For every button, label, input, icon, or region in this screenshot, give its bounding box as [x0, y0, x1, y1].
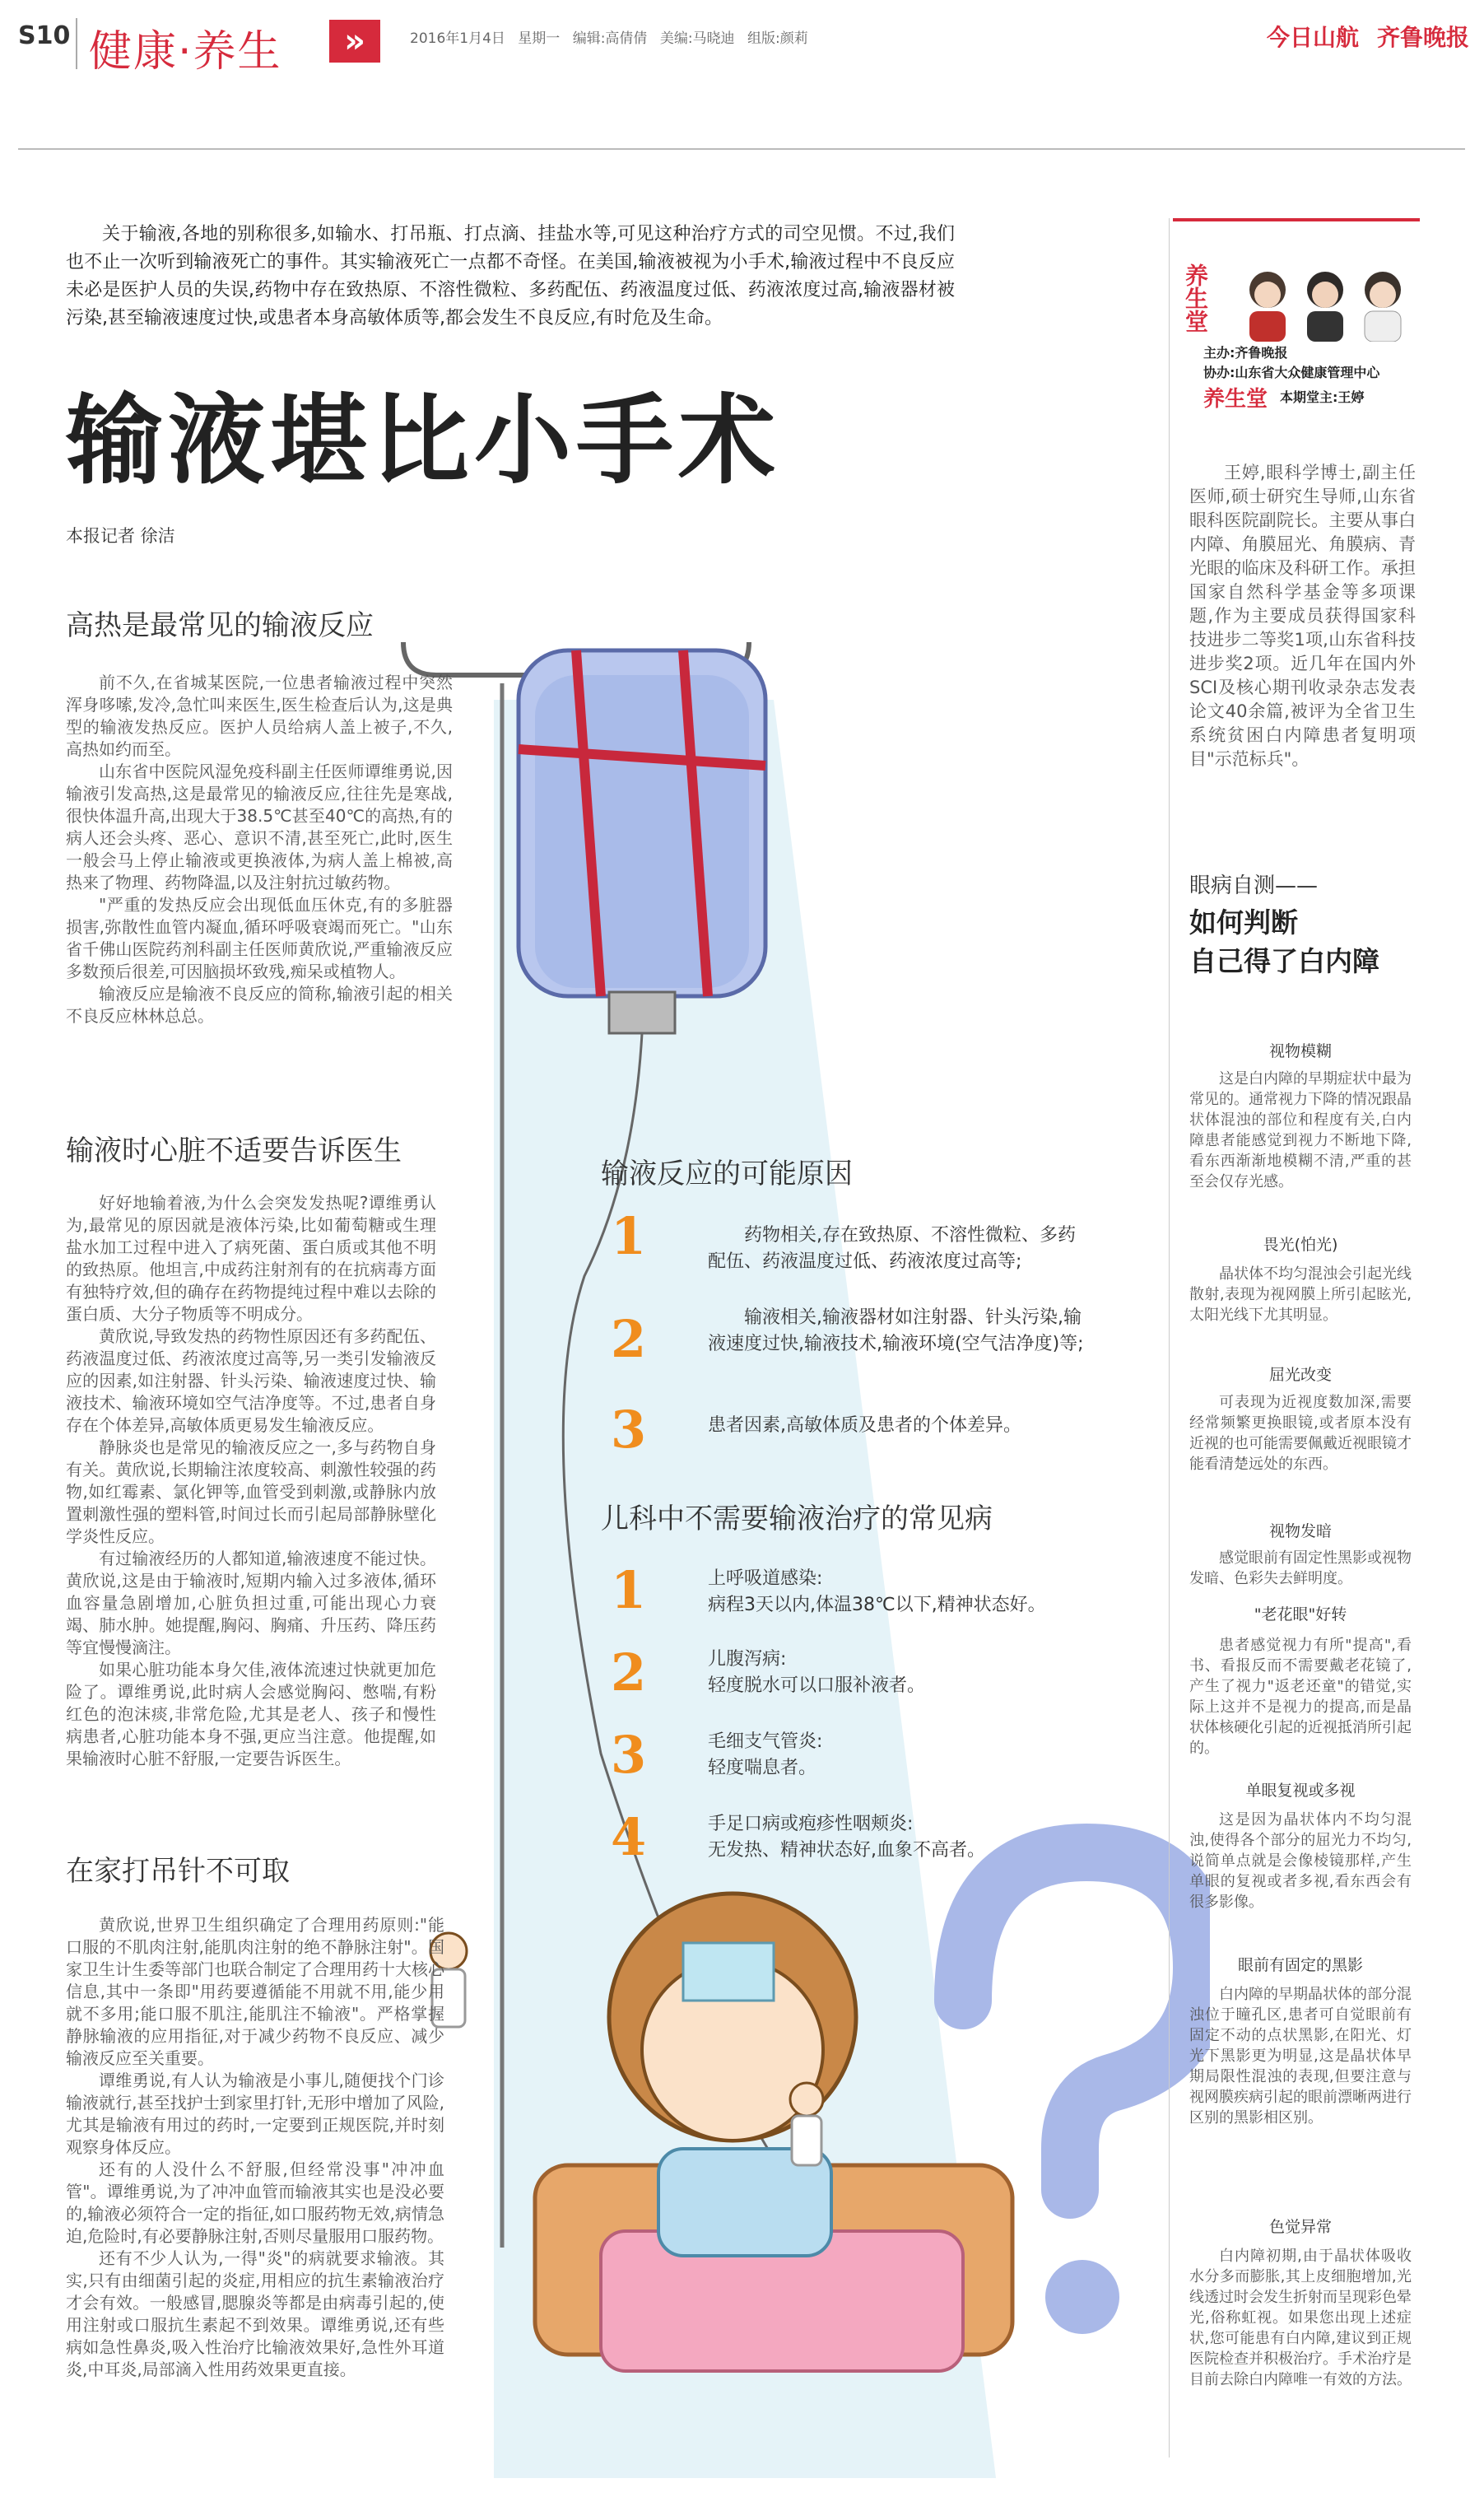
symptom-heading: 屈光改变 [1268, 1366, 1332, 1384]
paragraph: 好好地输着液,为什么会突发发热呢?谭维勇认为,最常见的原因就是液体污染,比如葡萄糖或生理盐水加工过程中进入了病死菌、蛋白质或其他不明的致热原。他坦言,中成药注射剂有的在抗病毒方面有独特疗效,但的确存在药物提纯过程中难以去除的蛋白质、大分子物质等不明成分。 [66, 1193, 436, 1324]
paragraph: 如果心脏功能本身欠佳,液体流速过快就更加危险了。谭维勇说,此时病人会感觉胸闷、憋喘,有粉红色的泡沫痰,非常危险,尤其是老人、孩子和慢性病患者,心脏功能本身不强,更应当注意。他提醒,如果输液时心脏不舒服,一定要告诉医生。 [66, 1660, 436, 1768]
paragraph: "严重的发热反应会出现低血压休克,有的多脏器损害,弥散性血管内凝血,循环呼吸衰竭而死亡。"山东省千佛山医院药剂科副主任医师黄欣说,严重输液反应多数预后很差,可因脑损坏致残,痴呆或植物人。 [66, 895, 453, 981]
host-photo-2-face [1312, 282, 1338, 308]
section-fever-body [66, 672, 453, 1027]
kids-number: 3 [611, 1725, 647, 1785]
section-title-dot: · [178, 27, 193, 77]
paragraph: 静脉炎也是常见的输液反应之一,多与药物自身有关。黄欣说,长期输注浓度较高、刺激性较强的药物,如红霉素、氯化钾等,血管受到刺激,或静脉内放置刺激性强的塑料管,时间过长而引起局部静脉壁化学炎性反应。 [66, 1437, 436, 1546]
page-number: S10 [18, 21, 71, 50]
host-photos [1235, 263, 1416, 342]
kids-item-desc: 病程3天以内,体温38℃以下,精神状态好。 [708, 1595, 1046, 1615]
symptom-heading: 色觉异常 [1268, 2218, 1332, 2236]
intro-paragraph: 关于输液,各地的别称很多,如输水、打吊瓶、打点滴、挂盐水等,可见这种治疗方式的司空见惯。不过,我们也不止一次听到输液死亡的事件。其实输液死亡一点都不奇怪。在美国,输液被视为小手术,输液过程中不良反应未必是医护人员的失误,药物中存在致热原、不溶性微粒、多药配伍、药液温度过低、药液浓度过高,输液器材被污染,甚至输液速度过快,或患者本身高敏体质等,都会发生不良反应,有时危及生命。 [66, 224, 955, 328]
section-home-body [66, 1914, 444, 2381]
symptom-heading: 视物发暗 [1268, 1522, 1332, 1540]
header-rule [18, 148, 1465, 150]
section-title [89, 16, 282, 78]
kids-item-name: 手足口病或疱疹性咽颊炎: [708, 1814, 914, 1834]
column-brand: 养生堂 [1203, 387, 1268, 412]
question-mark-dot [1045, 2260, 1119, 2334]
subheading-heart: 输液时心脏不适要告诉医生 [66, 1134, 402, 1167]
column-host: 本期堂主:王婷 [1280, 389, 1365, 405]
paragraph: 还有不少人认为,一得"炎"的病就要求输液。其实,只有由细菌引起的炎症,用相应的抗生素输液治疗才会有效。一般感冒,腮腺炎等都是由病毒引起的,使用注射或口服抗生素起不到效果。谭维勇说,还有些病如急性鼻炎,吸入性治疗比输液效果好,急性外耳道炎,中耳炎,局部滴入性用药效果更直接。 [66, 2248, 444, 2379]
self-test-title-line2: 自己得了白内障 [1189, 945, 1379, 977]
causes-title: 输液反应的可能原因 [601, 1158, 853, 1190]
host-photo-3-face [1370, 282, 1396, 308]
symptom-body: 白内障的早期晶状体的部分混浊位于瞳孔区,患者可自觉眼前有固定不动的点状黑影,在阳光、灯光下黑影更为明显,这是晶状体早期局限性混浊的表现,但要注意与视网膜疾病引起的眼前漂晰两进行区别的黑影相区别。 [1189, 1986, 1412, 2127]
iv-drip-illustration [387, 601, 1210, 2478]
symptom-heading: 眼前有固定的黑影 [1237, 1956, 1363, 1974]
ice-pack [683, 1943, 774, 2001]
kids-number: 4 [611, 1807, 647, 1867]
kids-item [708, 1566, 1086, 1619]
symptom-body: 这是因为晶状体内不均匀混浊,使得各个部分的屈光力不均匀,说简单点就是会像棱镜那样,产生单眼的复视或者多视,看东西会有很多影像。 [1189, 1811, 1412, 1911]
paragraph: 黄欣说,导致发热的药物性原因还有多药配伍、药液温度过低、药液浓度过高等,另一类引发输液反应的因素,如注射器、针头污染、输液速度过快、输液技术、输液环境如空气洁净度等。不过,患者自身存在个体差异,高敏体质更易发生输液反应。 [66, 1326, 436, 1435]
host-photo-3-body [1365, 311, 1401, 342]
header-meta: 2016年1月4日 星期一 编辑:高倩倩 美编:马晓迪 组版:颜莉 [410, 30, 808, 47]
question-mark-shape [963, 1852, 1202, 2190]
cause-number: 1 [611, 1206, 647, 1266]
paragraph: 有过输液经历的人都知道,输液速度不能过快。黄欣说,这是由于输液时,短期内输入过多液体,循环血容量急剧增加,心脏负担过重,可能出现心力衰竭、肺水肿。她提醒,胸闷、胸痛、升压药、降压药等宜慢慢滴注。 [66, 1549, 436, 1657]
kids-item-name: 上呼吸道感染: [708, 1568, 823, 1589]
right-column-rule [1169, 218, 1170, 2457]
column-logo: 养生堂 [1182, 263, 1209, 333]
cause-text: 输液相关,输液器材如注射器、针头污染,输液速度过快,输液技术,输液环境(空气洁净度)等; [708, 1307, 1084, 1354]
paragraph: 前不久,在省城某医院,一位患者输液过程中突然浑身哆嗦,发冷,急忙叫来医生,医生检查后认为,这是典型的输液发热反应。医护人员给病人盖上被子,不久,高热如约而至。 [66, 673, 453, 759]
small-doctor-head [790, 2083, 823, 2116]
symptom-body: 感觉眼前有固定性黑影或视物发暗、色彩失去鲜明度。 [1189, 1549, 1412, 1587]
host-photo-1-face [1254, 282, 1281, 308]
kids-item [708, 1811, 1086, 1864]
header-divider [76, 18, 77, 69]
co-organizer: 协办:山东省大众健康管理中心 [1203, 365, 1380, 380]
symptom-body: 晶状体不均匀混浊会引起光线散射,表现为视网膜上所引起眩光,太阳光线下尤其明显。 [1189, 1265, 1412, 1324]
self-test-label: 眼病自测—— [1189, 873, 1319, 898]
bottle-cap [609, 992, 675, 1033]
small-doctor-body [792, 2116, 821, 2165]
kids-item-desc: 轻度喘息者。 [708, 1758, 817, 1778]
symptom-body: 白内障初期,由于晶状体吸收水分多而膨胀,其上皮细胞增加,光线透过时会发生折射而呈现彩色晕光,俗称虹视。如果您出现上述症状,您可能患有白内障,建议到正规医院检查并积极治疗。手术治疗是目前去除白内障唯一有效的方法。 [1189, 2248, 1412, 2388]
kids-item-name: 毛细支气管炎: [708, 1731, 823, 1752]
kids-item [708, 1729, 1086, 1782]
expert-bio: 王婷,眼科学博士,副主任医师,硕士研究生导师,山东省眼科医院副院长。主要从事白内障、角膜屈光、角膜病、青光眼的临床及科研工作。承担国家自然科学基金等多项课题,作为主要成员获得国家科技进步二等奖1项,山东省科技进步奖2项。近几年在国内外SCI及核心期刊收录杂志发表论文40余篇,被评为全省卫生系统贫困白内障患者复明项目"示范标兵"。 [1189, 463, 1416, 769]
newspaper-logo: 齐鲁晚报 [1376, 24, 1469, 51]
paragraph: 山东省中医院风湿免疫科副主任医师谭维勇说,因输液引发高热,这是最常见的输液反应,往往先是寒战,很快体温升高,出现大于38.5℃甚至40℃的高热,有的病人还会头疼、恶心、意识不清,甚至死亡,此时,医生一般会马上停止输液或更换液体,为病人盖上棉被,高热来了物理、药物降温,以及注射抗过敏药物。 [66, 762, 453, 892]
kids-item-desc: 轻度脱水可以口服补液者。 [708, 1675, 926, 1696]
self-test-title-line1: 如何判断 [1189, 906, 1298, 939]
paragraph: 输液反应是输液不良反应的简称,输液引起的相关不良反应林林总总。 [66, 984, 453, 1026]
kids-item-name: 儿腹泻病: [708, 1649, 787, 1670]
symptom-heading: 畏光(怕光) [1263, 1236, 1338, 1254]
kids-item [708, 1647, 1086, 1699]
subheading-fever: 高热是最常见的输液反应 [66, 609, 374, 642]
iv-bottle-liquid [535, 675, 749, 988]
kids-title: 儿科中不需要输液治疗的常见病 [601, 1502, 993, 1535]
cause-number: 3 [611, 1400, 647, 1460]
section-arrow-icon: » [329, 20, 380, 63]
symptom-heading: 单眼复视或多视 [1245, 1782, 1356, 1800]
symptom-body: 可表现为近视度数加深,需要经常频繁更换眼镜,或者原本没有近视的也可能需要佩戴近视眼镜才能看清楚远处的东西。 [1189, 1394, 1412, 1473]
header-right [1249, 20, 1469, 53]
byline: 本报记者 徐洁 [66, 526, 175, 546]
header-right-a: 今日山航 [1266, 24, 1359, 51]
headline: 输液堪比小手术 [66, 384, 781, 497]
kids-number: 1 [611, 1560, 647, 1620]
cause-text: 药物相关,存在致热原、不溶性微粒、多药配伍、药液温度过低、药液浓度过高等; [708, 1225, 1076, 1272]
cause-number: 2 [611, 1309, 647, 1369]
kids-item-desc: 无发热、精神状态好,血象不高者。 [708, 1840, 985, 1861]
cause-text: 患者因素,高敏体质及患者的个体差异。 [708, 1415, 1021, 1436]
kids-number: 2 [611, 1642, 647, 1703]
paragraph: 谭维勇说,有人认为输液是小事儿,随便找个门诊输液就行,甚至找护士到家里打针,无形中增加了风险,尤其是输液有用过的药时,一定要到正规医院,并时刻观察身体反应。 [66, 2071, 444, 2157]
symptom-body: 这是白内障的早期症状中最为常见的。通常视力下降的情况跟晶状体混浊的部位和程度有关,白内障患者能感觉到视力不断地下降,看东西渐渐地模糊不清,严重的甚至会仅存光感。 [1189, 1070, 1412, 1190]
section-heart-body [66, 1192, 436, 1770]
symptom-heading: 视物模糊 [1268, 1042, 1332, 1060]
subheading-home: 在家打吊针不可取 [66, 1855, 290, 1888]
symptom-heading: "老花眼"好转 [1254, 1605, 1347, 1624]
host-photo-1-body [1249, 311, 1286, 342]
organizer: 主办:齐鲁晚报 [1203, 345, 1288, 361]
section-title-b: 养生 [193, 27, 282, 77]
host-photo-2-body [1307, 311, 1343, 342]
paragraph: 黄欣说,世界卫生组织确定了合理用药原则:"能口服的不肌肉注射,能肌肉注射的绝不静脉注射"。国家卫生计生委等部门也联合制定了合理用药十大核心信息,其中一条即"用药要遵循能不用就不用,能少用就不多用;能口服不肌注,能肌注不输液"。严格掌握静脉输液的应用指征,对于减少药物不良反应、减少输液反应至关重要。 [66, 1915, 444, 2068]
paragraph: 还有的人没什么不舒服,但经常没事"冲冲血管"。谭维勇说,为了冲冲血管而输液其实也是没必要的,输液必须符合一定的指征,如口服药物无效,病情急迫,危险时,有必要静脉注射,否则尽量服用口服药物。 [66, 2159, 444, 2246]
symptom-body: 患者感觉视力有所"提高",看书、看报反而不需要戴老花镜了,产生了视力"返老还童"的错觉,实际上这并不是视力的提高,而是晶状体核硬化引起的近视抵消所引起的。 [1189, 1637, 1412, 1757]
section-title-a: 健康 [89, 27, 179, 77]
